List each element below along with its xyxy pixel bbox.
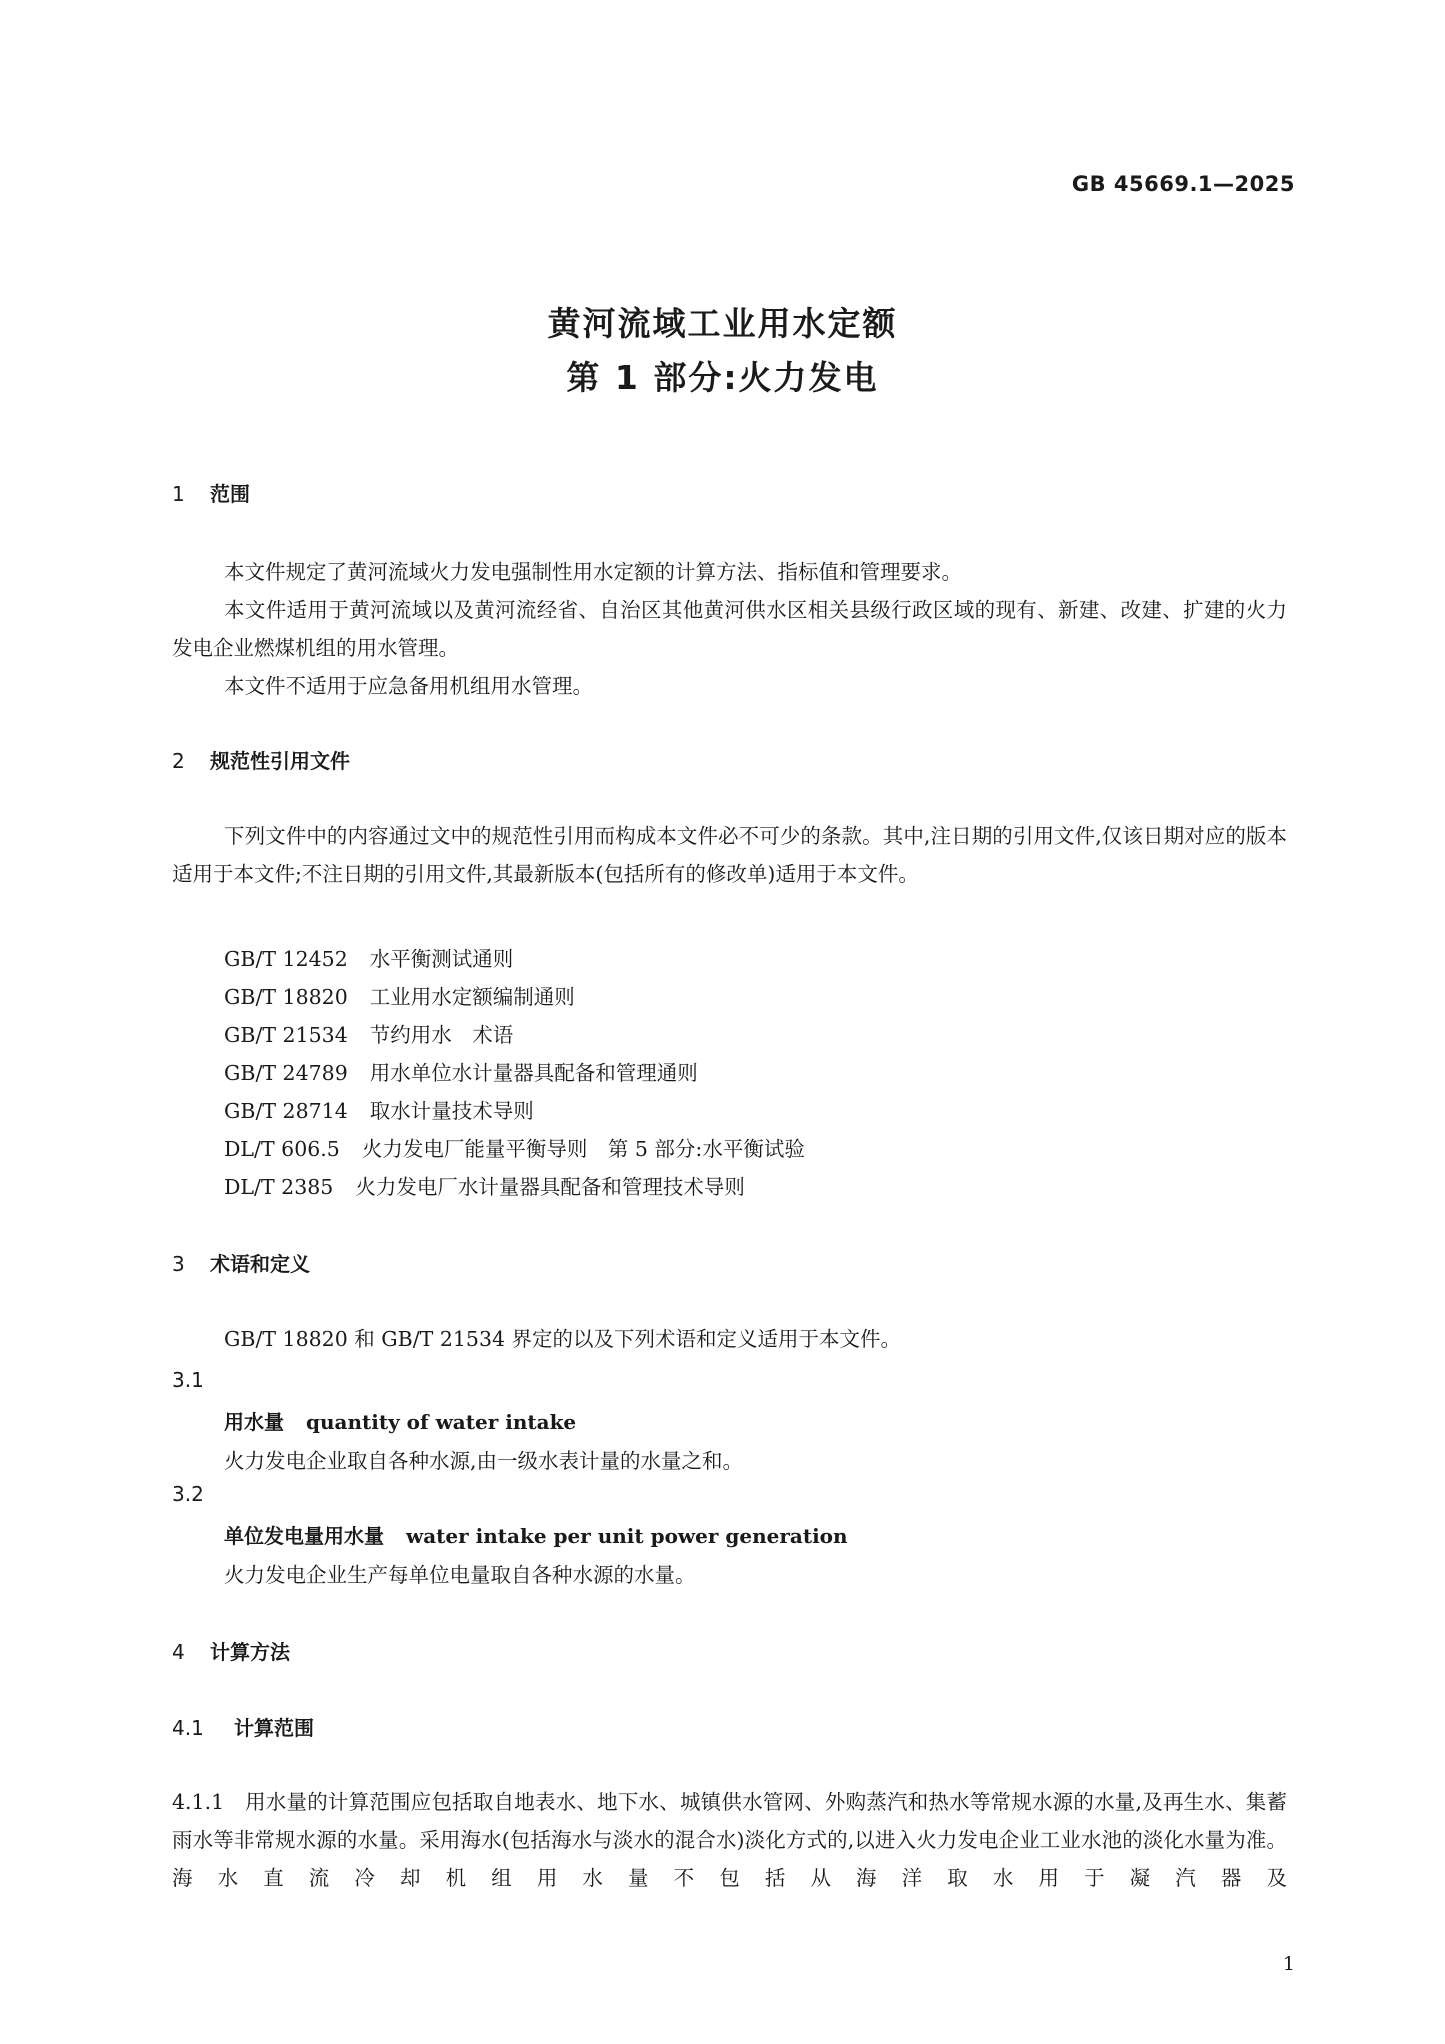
reference-title: 取水计量技术导则 [369,1099,534,1123]
section-number: 3 [172,1252,185,1276]
clause-4-1-1: 4.1.1 用水量的计算范围应包括取自地表水、地下水、城镇供水管网、外购蒸汽和热水等常规水源的水量,及再生水、集蓄雨水等非常规水源的水量。采用海水(包括海水与淡水的混合水)淡化方式的,以进入火力发电企业工业水池的淡化水量为准。海水直流冷却机组用水量不包括从海洋取水用于凝汽器及 [172,1790,1287,1890]
page-number: 1 [1282,1953,1295,1975]
reference-code: DL/T 606.5 [224,1137,340,1161]
reference-item [224,1132,805,1162]
reference-code: GB/T 24789 [224,1061,348,1085]
reference-item [224,1018,513,1048]
term-entry [224,1520,848,1549]
reference-title: 火力发电厂能量平衡导则 第 5 部分:水平衡试验 [361,1137,805,1161]
subsection-title: 计算范围 [234,1716,314,1740]
term-definition: 火力发电企业取自各种水源,由一级水表计量的水量之和。 [224,1449,744,1473]
reference-code: GB/T 28714 [224,1099,348,1123]
reference-title: 水平衡测试通则 [369,947,514,971]
section-2-heading [172,745,350,774]
reference-code: GB/T 21534 [224,1023,348,1047]
term-definition: 火力发电企业生产每单位电量取自各种水源的水量。 [224,1563,696,1587]
reference-item [224,980,575,1010]
reference-title: 工业用水定额编制通则 [369,985,575,1009]
reference-title: 火力发电厂水计量器具配备和管理技术导则 [355,1175,745,1199]
reference-code: DL/T 2385 [224,1175,334,1199]
document-subtitle: 第 1 部分:火力发电 [566,358,879,397]
section-title: 计算方法 [210,1640,290,1664]
section-title: 范围 [210,482,250,506]
term-number: 3.1 [172,1368,204,1392]
term-entry [224,1406,576,1435]
section-title: 术语和定义 [210,1252,310,1276]
paragraph: 本文件适用于黄河流域以及黄河流经省、自治区其他黄河供水区相关县级行政区域的现有、新建、改建、扩建的火力发电企业燃煤机组的用水管理。 [172,598,1287,660]
section-number: 1 [172,482,185,506]
subsection-4-1-heading [172,1712,314,1741]
term-number: 3.2 [172,1482,204,1506]
paragraph: 本文件规定了黄河流域火力发电强制性用水定额的计算方法、指标值和管理要求。 [224,560,962,584]
section-title: 规范性引用文件 [210,749,350,773]
term-chinese: 单位发电量用水量 [224,1524,384,1548]
paragraph: 下列文件中的内容通过文中的规范性引用而构成本文件必不可少的条款。其中,注日期的引用文件,仅该日期对应的版本适用于本文件;不注日期的引用文件,其最新版本(包括所有的修改单)适用于本文件。 [172,824,1287,886]
section-number: 4 [172,1640,185,1664]
term-english: water intake per unit power generation [406,1524,848,1548]
section-1-heading [172,478,250,507]
term-chinese: 用水量 [224,1410,284,1434]
reference-code: GB/T 12452 [224,947,348,971]
reference-title: 用水单位水计量器具配备和管理通则 [369,1061,698,1085]
subsection-number: 4.1 [172,1716,204,1740]
reference-item [224,1094,534,1124]
document-title: 黄河流域工业用水定额 [547,304,898,343]
paragraph: 本文件不适用于应急备用机组用水管理。 [224,674,593,698]
paragraph: GB/T 18820 和 GB/T 21534 界定的以及下列术语和定义适用于本文件。 [224,1327,902,1351]
section-3-heading [172,1248,310,1277]
term-english: quantity of water intake [306,1410,577,1434]
reference-title: 节约用水 术语 [369,1023,514,1047]
reference-item [224,1056,698,1086]
reference-item [224,942,513,972]
section-number: 2 [172,749,185,773]
standard-code: GB 45669.1—2025 [1071,172,1295,196]
section-4-heading [172,1636,290,1665]
reference-code: GB/T 18820 [224,985,348,1009]
reference-item [224,1170,745,1200]
